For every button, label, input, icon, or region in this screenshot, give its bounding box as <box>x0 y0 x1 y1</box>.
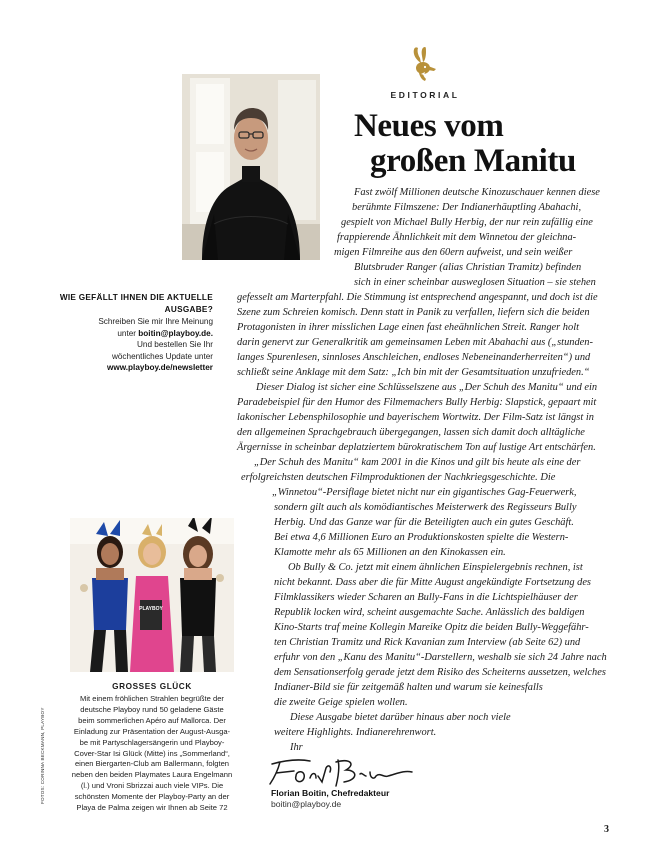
caption-line: be mit Partyschlagersängerin und Playboy- <box>79 737 225 747</box>
article-line: Ärgernisse in scheinbar deplatziertem bürokratischem Ton auf lustige Art entschärfen. <box>237 442 596 453</box>
article-line: Dieser Dialog ist sicher eine Schlüsselszene aus „Der Schuh des Manitu“ und ein <box>256 382 598 393</box>
article-line: Blutsbruder Ranger (alias Christian Tramitz) befinden <box>354 262 582 273</box>
article-line: gespielt von Michael Bully Herbig, der nur rein zufällig eine <box>341 217 593 228</box>
article-line: Diese Ausgabe bietet darüber hinaus aber noch viele <box>290 712 511 723</box>
article-line: Protagonisten in ihrer misslichen Lage einen fast eheähnlichen Streit. Ranger holt <box>237 322 579 333</box>
article-line: den allgemeinen Sprachgebrauch übergegangen, lassen sich damit doch alltägliche <box>237 427 585 438</box>
article-line: Fast zwölf Millionen deutsche Kinozuschauer kennen diese <box>354 187 600 198</box>
caption-line: Playa de Palma zeigen wir Ihnen ab Seite 72 <box>76 803 228 813</box>
caption-text <box>66 694 238 814</box>
magazine-cover-text: PLAYBOY <box>139 606 163 612</box>
author-name: Florian Boitin, Chefredakteur <box>271 788 390 798</box>
article-line: „Der Schuh des Manitu“ kam 2001 in die Kinos und gilt bis heute als eine der <box>254 457 581 468</box>
editor-portrait-photo <box>182 74 320 260</box>
feedback-heading: WIE GEFÄLLT IHNEN DIE AKTUELLE AUSGABE? <box>59 293 213 314</box>
caption-line: beim sommerlichen Apéro auf Mallorca. Der <box>78 715 226 725</box>
feedback-email-link[interactable]: boitin@playboy.de. <box>138 328 213 338</box>
article-line: Filmklassikers wieder Scharen an Bully-Fans in die Lichtspielhäuser der <box>274 592 578 603</box>
article-line: dem Sensationserfolg gerade jetzt dem Risiko des Scheiterns aussetzen, welches <box>274 667 606 678</box>
article-line: „Winnetou“-Persiflage bietet nicht nur ein gigantisches Gag-Feuerwerk, <box>272 487 577 498</box>
playboy-bunny-logo-icon <box>412 46 438 82</box>
caption-line: (l.) und Vroni Sbrizzai auch viele VIPs. Die <box>80 781 224 791</box>
author-email-link[interactable]: boitin@playboy.de <box>271 799 342 809</box>
photo-credit-text: FOTOS: CORINNA BECKMANN, PLAYBOY <box>40 707 45 804</box>
feedback-text <box>53 316 213 374</box>
page-title-line-1: Neues vom <box>354 108 504 144</box>
article-line: migen Filmreihe aus den 60ern aufweist, und sein weißer <box>334 247 573 258</box>
article-line: erfuhr von den „Kanu des Manitu“-Darstellern, weshalb sie sich 24 Jahre nach <box>274 652 607 663</box>
article-line: Ihr <box>290 742 303 753</box>
page-number: 3 <box>604 824 609 835</box>
feedback-line: wöchentliches Update unter <box>111 351 213 361</box>
article-line: Herbig. Und das Ganze war für die Beteiligten auch ein gutes Geschäft. <box>274 517 574 528</box>
article-line: erfolgreichsten deutschen Filmproduktionen der Nachkriegsgeschichte. Die <box>241 472 556 483</box>
section-label: EDITORIAL <box>390 90 460 100</box>
caption-line: deutsche Playboy rund 50 geladene Gäste <box>80 704 224 714</box>
article-line: schließt seine Anklage mit dem Satz: „Ich bin mit der Gesamtsituation unzufrieden.“ <box>237 367 590 378</box>
article-line: lakonischer Lebensphilosophie und bayerischem Wortwitz. Der Film-Satz ist längst in <box>237 412 594 423</box>
article-line: langes Spurenlesen, sinnloses Anschleichen, endloses Nebeneinanderherreiten“) und <box>237 352 591 363</box>
article-line: Bei etwa 4,6 Millionen Euro an Produktionskosten spielte die Western- <box>274 532 569 543</box>
feedback-line: unter <box>117 328 139 338</box>
feedback-line: Und bestellen Sie Ihr <box>136 340 213 350</box>
article-line: weitere Highlights. Indianerehrenwort. <box>274 727 437 738</box>
article-line: ten Christian Tramitz und Rick Kavanian zum Interview (ab Seite 62) und <box>274 637 581 648</box>
article-line: Kino-Starts traf meine Kollegin Mareike Opitz die beiden Bully-Weggefähr- <box>274 622 589 633</box>
article-line: gefesselt am Marterpfahl. Die Stimmung ist entsprechend angespannt, und doch ist die <box>237 292 598 303</box>
article-line: Republik locken wird, scheint ausgemachte Sache. Anlässlich des baldigen <box>274 607 585 618</box>
article-line: darin genervt zur Generalkritik am gemeinsamen Leben mit Abahachi aus („stunden- <box>237 337 593 348</box>
newsletter-link[interactable]: www.playboy.de/newsletter <box>106 363 213 373</box>
article-line: Ob Bully & Co. jetzt mit einem ähnlichen Einspielergebnis rechnen, ist <box>288 562 583 573</box>
article-line: sondern gilt auch als komödiantisches Meisterwerk des Regisseurs Bully <box>274 502 577 513</box>
article-line: nicht bekannt. Dass aber die für Mitte August angekündigte Fortsetzung des <box>274 577 591 588</box>
caption-line: Cover-Star Isi Glück (Mitte) ins „Sommerland“, <box>74 748 230 758</box>
article-line: die zweite Geige spielen wollen. <box>274 697 408 708</box>
article-line: Paradebeispiel für den Humor des Filmemachers Bully Herbig: Slapstick, gepaart mit <box>237 397 597 408</box>
page-title-line-2: großen Manitu <box>370 143 576 179</box>
caption-line: Mit einem fröhlichen Strahlen begrüßte der <box>80 694 224 703</box>
caption-line: Einladung zur Präsentation der August-Ausga- <box>73 726 231 736</box>
article-line: berühmte Filmszene: Der Indianerhäuptling Abahachi, <box>352 202 582 213</box>
article-line: sich in einer scheinbar ausweglosen Situation – sie stehen <box>354 277 596 288</box>
article-line: Szene zum Schreien komisch. Denn statt in Panik zu verfallen, liefern sich die beiden <box>237 307 590 318</box>
caption-heading: GROSSES GLÜCK <box>112 682 192 691</box>
party-photo <box>70 518 234 672</box>
signature-image <box>266 754 414 790</box>
caption-line: schönsten Momente der Playboy-Party an der <box>74 792 230 802</box>
article-line: Klamotte mehr als 65 Millionen an den Kinokassen ein. <box>274 547 506 558</box>
article-line: frappierende Ähnlichkeit mit dem Winnetou der gleichna- <box>337 232 577 243</box>
caption-line: neben den beiden Playmates Laura Engelmann <box>71 770 233 780</box>
caption-line: einen Biergarten-Club am Ballermann, folgten <box>74 759 230 769</box>
article-line: Indianer-Bild sie für zeitgemäß halten und warum sie keinesfalls <box>274 682 543 693</box>
feedback-line: Schreiben Sie mir Ihre Meinung <box>98 317 213 326</box>
photo-credit <box>40 707 50 804</box>
